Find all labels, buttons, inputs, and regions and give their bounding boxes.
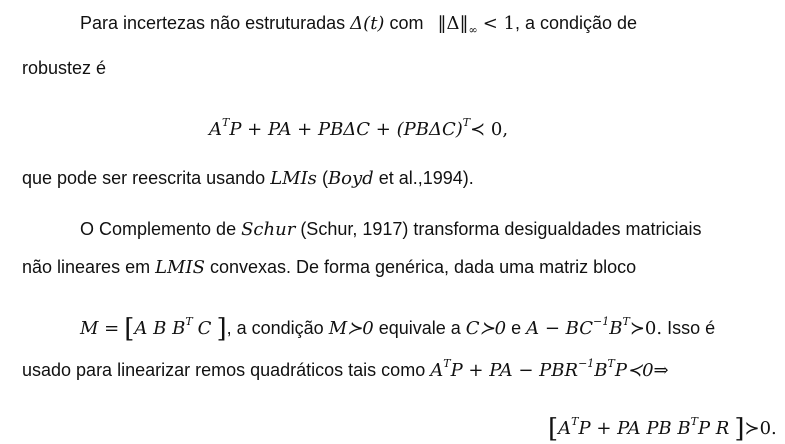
text: e <box>511 318 522 338</box>
math-transpose: T <box>443 357 451 370</box>
text: que pode ser reescrita usando <box>22 168 266 188</box>
math-delta-t: Δ(t) <box>350 13 385 34</box>
math-lmis: LMIs <box>270 168 317 189</box>
paragraph-3-line-4 <box>22 355 669 382</box>
math-expr: P + PA − PBR <box>450 360 579 381</box>
paragraph-3-line-3 <box>80 313 716 344</box>
math-a: A <box>209 119 222 140</box>
text: convexas. De forma genérica, dada uma matriz bloco <box>209 257 637 277</box>
text: Para incertezas não estruturadas <box>80 13 346 33</box>
math-transpose: T <box>185 315 193 328</box>
paragraph-1-line-1 <box>80 12 637 42</box>
math-norm: ‖Δ‖ <box>437 13 469 34</box>
math-left-bracket: [ <box>124 314 135 344</box>
text: equivale a <box>378 318 461 338</box>
math-a: A <box>430 360 444 381</box>
text: (Schur, 1917) transforma desigualdades matriciais <box>300 219 702 239</box>
math-m-pos: M≻0 <box>328 318 374 339</box>
text: não lineares em <box>22 257 151 277</box>
math-a: A <box>558 418 572 439</box>
paragraph-2 <box>22 167 474 190</box>
text: et al.,1994). <box>378 168 474 188</box>
math-infinity: ∞ <box>468 23 478 37</box>
paragraph-1-line-2 <box>22 57 106 79</box>
math-transpose: T <box>462 116 471 129</box>
math-transpose: T <box>571 415 579 428</box>
math-inverse: −1 <box>593 315 610 328</box>
text: ( <box>321 168 328 188</box>
text: robustez é <box>22 58 107 78</box>
math-gt: ≻0. <box>744 418 777 439</box>
text: Isso é <box>667 318 716 338</box>
math-mid: P + PA PB B <box>578 418 691 439</box>
math-expr: P + PA + PBΔC + (PBΔC) <box>229 119 463 140</box>
math-left-bracket: [ <box>548 414 559 444</box>
math-right-bracket: ] <box>734 414 745 444</box>
math-boyd: Boyd <box>327 168 374 189</box>
math-gt: ≻0. <box>629 318 663 339</box>
text: com <box>389 13 424 33</box>
equation-1 <box>209 114 508 141</box>
math-end: P R <box>697 418 730 439</box>
math-lmis: LMIS <box>155 257 205 278</box>
math-schur: Schur <box>241 219 296 240</box>
math-c: C <box>197 318 212 339</box>
math-end: P≺0⇒ <box>614 360 669 381</box>
math-inverse: −1 <box>578 357 595 370</box>
math-less-than-one: < 1 <box>482 13 515 34</box>
text: usado para linearizar remos quadráticos tais como <box>22 360 426 380</box>
math-transpose: T <box>622 315 630 328</box>
math-transpose: T <box>222 116 230 129</box>
math-transpose: T <box>607 357 615 370</box>
text: , a condição <box>226 318 324 338</box>
math-m-eq: M = <box>80 318 120 339</box>
math-matrix: A B B <box>134 318 186 339</box>
paragraph-3-line-2 <box>22 256 636 279</box>
math-right-bracket: ] <box>216 314 227 344</box>
math-b: B <box>609 318 623 339</box>
equation-2 <box>548 413 777 444</box>
math-b: B <box>594 360 608 381</box>
math-expr: A − BC <box>526 318 594 339</box>
math-c-pos: C≻0 <box>465 318 507 339</box>
math-transpose: T <box>690 415 698 428</box>
math-end: ≺ 0, <box>470 119 509 140</box>
paragraph-3-line-1 <box>80 218 702 241</box>
text: O Complemento de <box>80 219 237 239</box>
text: , a condição de <box>514 13 638 33</box>
